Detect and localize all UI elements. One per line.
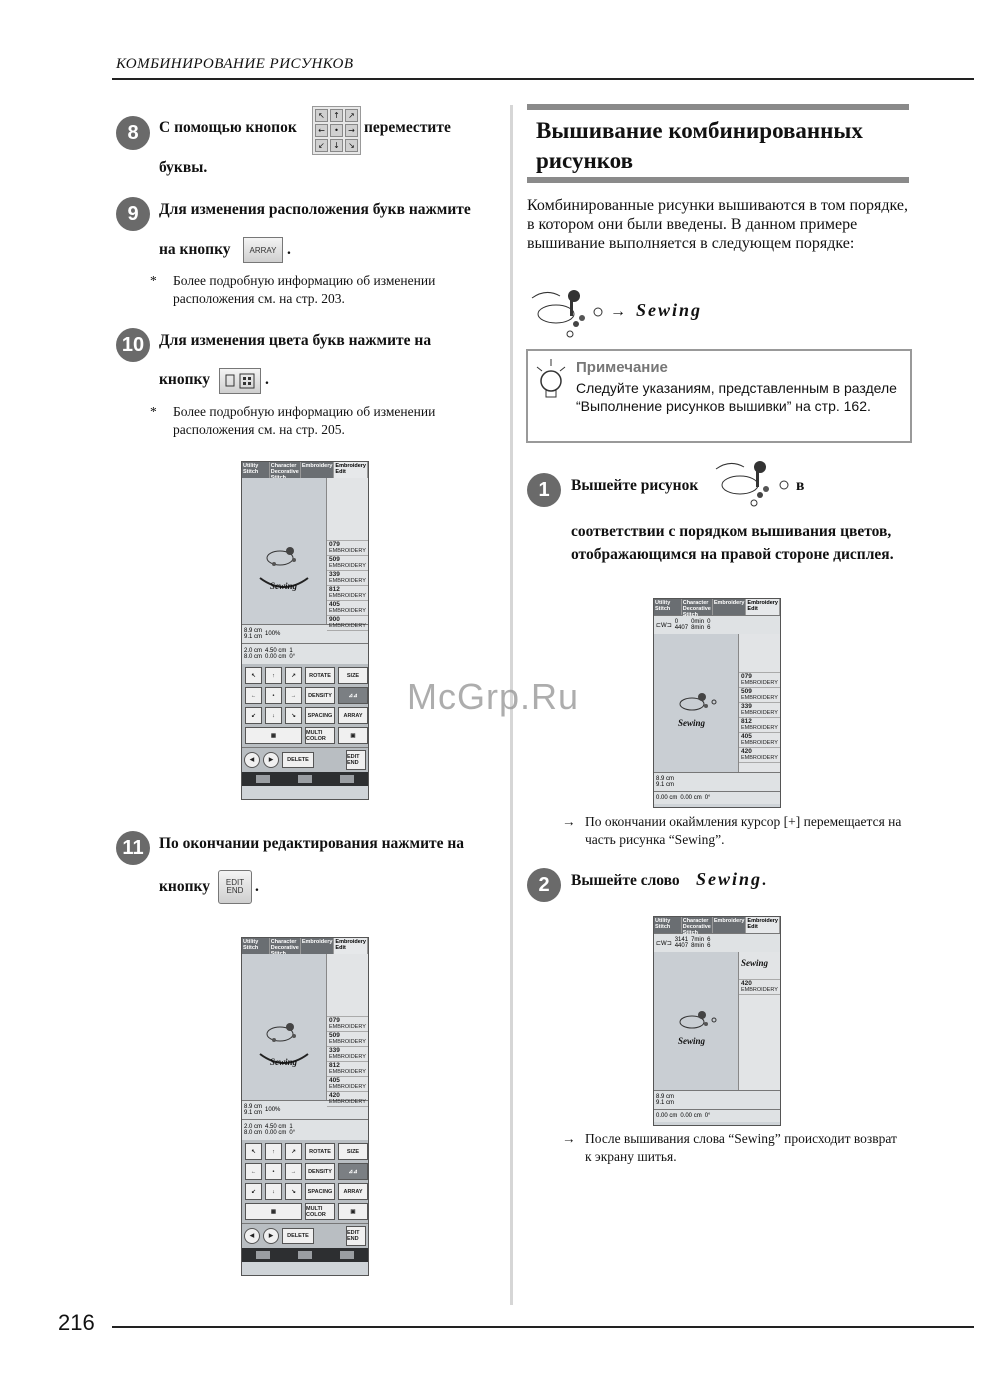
tab-utility-stitch[interactable]: Utility Stitch	[654, 917, 682, 933]
thread-list	[739, 634, 780, 772]
tab-utility-stitch[interactable]: Utility Stitch	[654, 599, 682, 615]
check-size-button[interactable]: ▦	[245, 1203, 302, 1220]
arrow-up-right-icon: ↗	[345, 109, 358, 122]
thread-row: 405 EMBROIDERY	[327, 1077, 368, 1092]
move-left-button[interactable]: ←	[245, 1163, 262, 1180]
step-9-badge: 9	[116, 197, 150, 231]
lcd-screen-sewing-c	[653, 598, 781, 808]
lcd-tabs	[654, 599, 780, 618]
step-10-text-b: кнопку	[159, 371, 211, 388]
embroidery-design-icon	[654, 952, 738, 1090]
time-count: 0min 8min	[691, 619, 705, 631]
sewing-icon[interactable]	[340, 1251, 354, 1259]
move-down-left-button[interactable]: ↙	[245, 707, 262, 724]
thread-row: 420 EMBROIDERY	[739, 980, 780, 995]
move-value-1: 0.00 cm	[656, 1113, 678, 1119]
note-title: Примечание	[576, 359, 668, 376]
size-button[interactable]: SIZE	[338, 1143, 368, 1160]
next-button[interactable]: ▶	[263, 1228, 279, 1244]
thread-row: 900 EMBROIDERY	[327, 616, 368, 631]
multi-color-button[interactable]: MULTI COLOR	[305, 727, 335, 744]
color-count: 0 6	[707, 619, 711, 631]
tab-embroidery[interactable]: Embroidery	[301, 462, 335, 478]
thread-row: 812 EMBROIDERY	[739, 718, 780, 733]
section-title-line1: Вышивание комбинированных	[536, 118, 863, 143]
thread-row: 339 EMBROIDERY	[327, 1047, 368, 1062]
lcd-bottom-bar	[242, 772, 368, 786]
tab-utility-stitch[interactable]: Utility Stitch	[242, 462, 270, 478]
right-step-2-result: После вышивания слова “Sewing” происходит возврат к экрану шитья.	[585, 1131, 897, 1164]
lcd-screen-sewing-d	[653, 916, 781, 1126]
embroidery-canvas	[654, 952, 739, 1090]
thread-row: 509 EMBROIDERY	[739, 688, 780, 703]
arrow-down-left-icon: ↙	[315, 139, 328, 152]
thread-row: 339 EMBROIDERY	[327, 571, 368, 586]
size-bar	[654, 1090, 780, 1109]
position-values: 2.0 cm 8.0 cm	[244, 648, 263, 660]
thread-list	[327, 478, 368, 629]
arrow-center-icon: •	[330, 124, 343, 137]
right-step-2-arrow: →	[562, 1131, 576, 1146]
edit-end-button[interactable]: EDIT END	[346, 750, 366, 770]
edit-end-button[interactable]: EDIT END	[346, 1226, 366, 1246]
move-down-right-button[interactable]: ↘	[285, 707, 302, 724]
stitch-counter-bar	[654, 615, 780, 634]
mirror-button[interactable]: ⊿⊿	[338, 1163, 368, 1180]
density-button[interactable]: DENSITY	[305, 1163, 335, 1180]
sequence-arrow: →	[610, 303, 626, 320]
embroidery-canvas	[242, 954, 327, 1100]
edit-keys	[242, 1140, 368, 1223]
size-button[interactable]: SIZE	[338, 667, 368, 684]
step-8-text-c: буквы.	[159, 159, 208, 176]
stitch-count: 3141 4407	[674, 937, 689, 949]
size-bar	[654, 772, 780, 791]
size-values: 8.9 cm 9.1 cm	[244, 628, 263, 640]
right-step-2-period: .	[762, 872, 766, 889]
arrow-down-right-icon: ↘	[345, 139, 358, 152]
thread-list	[327, 954, 368, 1105]
thread-list	[739, 952, 780, 1090]
edit-keys	[242, 664, 368, 747]
stitch-count: 0 4407	[674, 619, 689, 631]
page-icon[interactable]	[256, 1251, 270, 1259]
multi-color-glyph-icon	[220, 369, 260, 393]
position-bar	[242, 1119, 368, 1140]
embroidery-design-icon	[654, 634, 738, 772]
note-box	[526, 349, 912, 443]
embroidery-pattern-icon	[526, 284, 606, 340]
move-up-right-button[interactable]: ↗	[285, 667, 302, 684]
rotate-button[interactable]: ROTATE	[305, 667, 335, 684]
step-10-note: Более подробную информацию об изменении расположения см. на стр. 205.	[173, 404, 436, 437]
step-9-period: .	[287, 241, 291, 258]
tab-embroidery[interactable]: Embroidery	[713, 917, 747, 933]
array-button[interactable]: ARRAY	[338, 707, 368, 724]
embroidery-canvas	[242, 478, 327, 624]
thread-row: 812 EMBROIDERY	[327, 1062, 368, 1077]
needle-icon[interactable]	[298, 775, 312, 783]
array-button[interactable]: ARRAY	[338, 1183, 368, 1200]
step-9-note-star: *	[150, 273, 157, 288]
move-left-button[interactable]: ←	[245, 687, 262, 704]
thread-row: 420 EMBROIDERY	[739, 748, 780, 763]
canvas-sewing-word: Sewing	[678, 1036, 706, 1046]
arrow-left-icon: ←	[315, 124, 328, 137]
multi-color-button-icon	[219, 368, 261, 394]
hoop-icon: ⊏W⊐	[656, 622, 672, 629]
step-11-badge: 11	[116, 831, 150, 865]
spacing-button[interactable]: SPACING	[305, 707, 335, 724]
tab-embroidery-edit[interactable]: Embroidery Edit	[746, 599, 780, 615]
right-step-1-result: По окончании окаймления курсор [+] перемещается на часть рисунка “Sewing”.	[585, 814, 902, 847]
move-center-button[interactable]: •	[265, 1163, 282, 1180]
thread-row: 079 EMBROIDERY	[739, 673, 780, 688]
header-rule	[112, 78, 974, 80]
delete-bar	[242, 1223, 368, 1248]
check-size-button[interactable]: ▦	[245, 727, 302, 744]
tab-embroidery[interactable]: Embroidery	[301, 938, 335, 954]
step-8-text-b: переместите	[364, 119, 451, 136]
thread-row: 812 EMBROIDERY	[327, 586, 368, 601]
right-step-1-text-c: соответствии с порядком вышивания цветов, отображающимся на правой стороне дисплея.	[571, 523, 894, 563]
mirror-button[interactable]: ⊿⊿	[338, 687, 368, 704]
rotate-button[interactable]: ROTATE	[305, 1143, 335, 1160]
thread-row: 079 EMBROIDERY	[327, 1017, 368, 1032]
side-sewing-word: Sewing	[739, 952, 780, 980]
move-up-button[interactable]: ↑	[265, 667, 282, 684]
thread-row: 079 EMBROIDERY	[327, 541, 368, 556]
step-9-text-a: Для изменения расположения букв нажмите	[159, 201, 471, 218]
right-step-2-text-a: Вышейте слово	[571, 872, 680, 889]
section-band-top	[527, 104, 909, 110]
step-11-period: .	[255, 878, 259, 895]
tab-character-stitch[interactable]: Character Decorative Stitch	[682, 600, 711, 618]
density-button[interactable]: DENSITY	[305, 687, 335, 704]
move-up-left-button[interactable]: ↖	[245, 667, 262, 684]
spacing-button[interactable]: SPACING	[305, 1183, 335, 1200]
intro-paragraph: Комбинированные рисунки вышиваются в том порядке, в котором они были введены. В данном примере вышивание выполняется в следующем порядке:	[527, 197, 909, 252]
size-values: 8.9 cm 9.1 cm	[656, 1094, 675, 1106]
sewing-icon[interactable]	[340, 775, 354, 783]
thread-preview	[327, 478, 368, 541]
right-step-2-badge: 2	[527, 868, 561, 902]
prev-button[interactable]: ◀	[244, 1228, 260, 1244]
tab-embroidery-edit[interactable]: Embroidery Edit	[334, 938, 368, 954]
move-values: 4.50 cm 0.00 cm	[265, 1124, 287, 1136]
thread-row: 420 EMBROIDERY	[327, 1092, 368, 1107]
lcd-tabs	[242, 938, 368, 954]
arrow-up-left-icon: ↖	[315, 109, 328, 122]
array-button-icon: ARRAY	[243, 237, 283, 263]
move-down-button[interactable]: ↓	[265, 707, 282, 724]
delete-bar	[242, 747, 368, 772]
right-step-1-badge: 1	[527, 473, 561, 507]
count-angle: 1 0°	[289, 1124, 296, 1136]
arrow-right-icon: →	[345, 124, 358, 137]
footer-rule	[112, 1326, 974, 1328]
lcd-bottom-bar	[242, 1248, 368, 1262]
arrow-down-icon: ↓	[330, 139, 343, 152]
page-icon[interactable]	[256, 775, 270, 783]
position-values: 2.0 cm 8.0 cm	[244, 1124, 263, 1136]
thread-color-button[interactable]: ▣	[338, 727, 368, 744]
step-11-text-a: По окончании редактирования нажмите на	[159, 835, 465, 852]
running-header: КОМБИНИРОВАНИЕ РИСУНКОВ	[116, 56, 354, 72]
position-bar	[654, 1109, 780, 1122]
edit-end-button-icon: EDIT END	[218, 870, 252, 904]
time-count: 7min 8min	[691, 937, 705, 949]
right-step-1-text-a: Вышейте рисунок	[571, 477, 699, 494]
right-step-1-text-b: в	[796, 477, 805, 494]
thread-row: 509 EMBROIDERY	[327, 1032, 368, 1047]
lcd-screen-edit-b	[241, 937, 369, 1276]
lightbulb-icon	[534, 357, 568, 401]
embroidery-pattern-icon	[708, 455, 792, 509]
position-bar	[242, 643, 368, 664]
thread-preview	[739, 634, 780, 673]
hoop-icon: ⊏W⊐	[656, 940, 672, 947]
embroidery-design-icon	[242, 478, 326, 624]
thread-row: 405 EMBROIDERY	[327, 601, 368, 616]
arrow-keys-icon	[312, 106, 361, 155]
watermark: McGrp.Ru	[407, 676, 580, 717]
page-number: 216	[58, 1310, 95, 1335]
step-11-text-b: кнопку	[159, 878, 211, 895]
move-value-1: 0.00 cm	[656, 795, 678, 801]
move-value-2: 0.00 cm	[680, 795, 702, 801]
section-title	[536, 116, 863, 176]
right-step-2-sewing-word: Sewing	[696, 869, 763, 889]
step-8-badge: 8	[116, 116, 150, 150]
angle-value: 0°	[704, 795, 711, 801]
step-9-text-b: на кнопку	[159, 241, 231, 258]
thread-row: 339 EMBROIDERY	[739, 703, 780, 718]
angle-value: 0°	[704, 1113, 711, 1119]
tab-embroidery-edit[interactable]: Embroidery Edit	[334, 462, 368, 478]
step-9-note: Более подробную информацию об изменении расположения см. на стр. 203.	[173, 273, 436, 306]
stitch-counter-bar	[654, 933, 780, 952]
step-10-badge: 10	[116, 328, 150, 362]
move-value-2: 0.00 cm	[680, 1113, 702, 1119]
prev-button[interactable]: ◀	[244, 752, 260, 768]
embroidery-design-icon	[242, 954, 326, 1100]
right-step-1-arrow: →	[562, 814, 576, 829]
tab-embroidery[interactable]: Embroidery	[713, 599, 747, 615]
zoom-value[interactable]: 100%	[265, 631, 281, 637]
tab-character-stitch[interactable]: Character Decorative Stitch	[682, 918, 711, 936]
canvas-sewing-word: Sewing	[270, 581, 298, 591]
move-up-button[interactable]: ↑	[265, 1143, 282, 1160]
move-down-right-button[interactable]: ↘	[285, 1183, 302, 1200]
move-center-button[interactable]: •	[265, 687, 282, 704]
canvas-sewing-word: Sewing	[270, 1057, 298, 1067]
move-down-left-button[interactable]: ↙	[245, 1183, 262, 1200]
lcd-tabs	[654, 917, 780, 936]
count-angle: 1 0°	[289, 648, 296, 660]
next-button[interactable]: ▶	[263, 752, 279, 768]
thread-row: 405 EMBROIDERY	[739, 733, 780, 748]
multi-color-button[interactable]: MULTI COLOR	[305, 1203, 335, 1220]
sequence-sewing-word: Sewing	[636, 300, 703, 320]
tab-utility-stitch[interactable]: Utility Stitch	[242, 938, 270, 954]
position-bar	[654, 791, 780, 804]
tab-embroidery-edit[interactable]: Embroidery Edit	[746, 917, 780, 933]
move-right-button[interactable]: →	[285, 1163, 302, 1180]
step-10-period: .	[265, 371, 269, 388]
zoom-value[interactable]: 100%	[265, 1107, 281, 1113]
move-down-button[interactable]: ↓	[265, 1183, 282, 1200]
thread-row: 509 EMBROIDERY	[327, 556, 368, 571]
step-10-text-a: Для изменения цвета букв нажмите на	[159, 332, 432, 349]
move-right-button[interactable]: →	[285, 687, 302, 704]
delete-button[interactable]: DELETE	[282, 752, 314, 768]
embroidery-canvas	[654, 634, 739, 772]
size-values: 8.9 cm 9.1 cm	[656, 776, 675, 788]
canvas-sewing-word: Sewing	[678, 718, 706, 728]
move-up-left-button[interactable]: ↖	[245, 1143, 262, 1160]
section-title-line2: рисунков	[536, 148, 633, 173]
size-values: 8.9 cm 9.1 cm	[244, 1104, 263, 1116]
move-values: 4.50 cm 0.00 cm	[265, 648, 287, 660]
thread-preview	[327, 954, 368, 1017]
lcd-tabs	[242, 462, 368, 478]
lcd-screen-edit-a	[241, 461, 369, 800]
tab-character-stitch[interactable]: Character Decorative	[270, 462, 301, 478]
step-8-text-a: С помощью кнопок	[159, 119, 297, 136]
needle-icon[interactable]	[298, 1251, 312, 1259]
thread-color-button[interactable]: ▣	[338, 1203, 368, 1220]
section-band-bottom	[527, 177, 909, 183]
color-count: 6 6	[707, 937, 711, 949]
tab-character-stitch[interactable]: Character Decorative	[270, 938, 301, 954]
delete-button[interactable]: DELETE	[282, 1228, 314, 1244]
move-up-right-button[interactable]: ↗	[285, 1143, 302, 1160]
step-10-note-star: *	[150, 404, 157, 419]
arrow-up-icon: ↑	[330, 109, 343, 122]
note-body: Следуйте указаниям, представленным в разделе “Выполнение рисунков вышивки” на стр. 162.	[576, 380, 897, 414]
